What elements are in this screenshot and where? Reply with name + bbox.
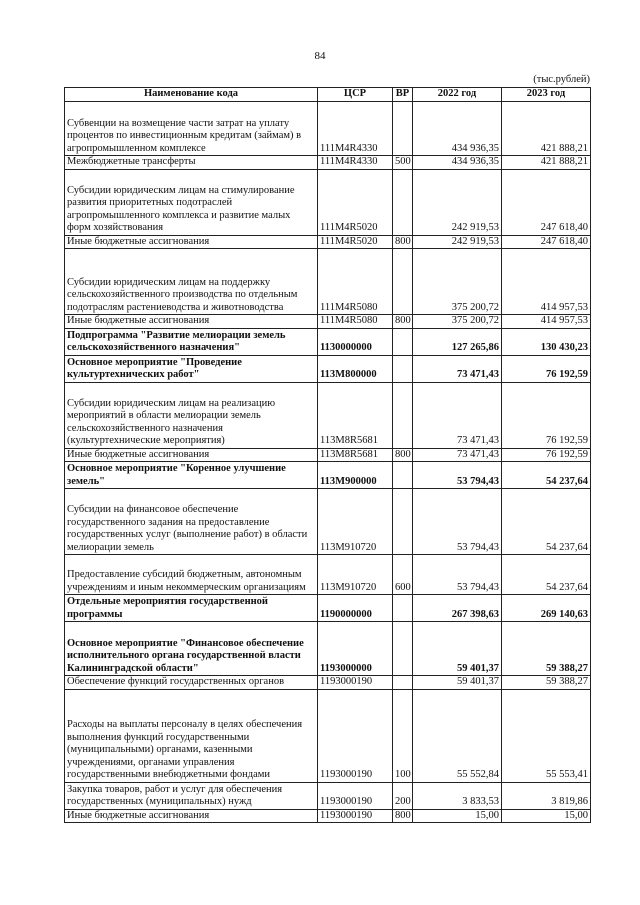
cell-name: Иные бюджетные ассигнования bbox=[65, 448, 318, 462]
cell-name: Закупка товаров, работ и услуг для обеспечения государственных (муниципальных) нужд bbox=[65, 782, 318, 809]
cell-csr: 1193000190 bbox=[318, 782, 393, 809]
table-row bbox=[65, 462, 591, 489]
cell-csr: 113M8R5681 bbox=[318, 448, 393, 462]
cell-csr: 111M4R4330 bbox=[318, 156, 393, 170]
cell-csr: 1193000190 bbox=[318, 676, 393, 690]
cell-csr: 1193000190 bbox=[318, 809, 393, 823]
table-row bbox=[65, 689, 591, 782]
table-row bbox=[65, 355, 591, 382]
cell-2023: 59 388,27 bbox=[502, 676, 591, 690]
cell-vr bbox=[393, 489, 413, 555]
cell-vr: 200 bbox=[393, 782, 413, 809]
cell-2023: 54 237,64 bbox=[502, 489, 591, 555]
cell-2023: 414 957,53 bbox=[502, 315, 591, 329]
table-row bbox=[65, 622, 591, 676]
cell-2023: 76 192,59 bbox=[502, 448, 591, 462]
cell-name: Расходы на выплаты персоналу в целях обеспечения выполнения функций государственными (муниципальными) органами, казенными учреждениями, органами управления государственными внебюджетными фондами bbox=[65, 689, 318, 782]
header-vr: ВР bbox=[393, 88, 413, 102]
cell-vr bbox=[393, 462, 413, 489]
cell-csr: 111M4R5020 bbox=[318, 169, 393, 235]
cell-vr: 800 bbox=[393, 235, 413, 249]
cell-2022: 53 794,43 bbox=[413, 489, 502, 555]
cell-csr: 113M910720 bbox=[318, 489, 393, 555]
cell-name: Иные бюджетные ассигнования bbox=[65, 809, 318, 823]
cell-vr bbox=[393, 595, 413, 622]
page-number: 84 bbox=[314, 50, 326, 62]
cell-2023: 247 618,40 bbox=[502, 169, 591, 235]
table-row bbox=[65, 448, 591, 462]
cell-2022: 434 936,35 bbox=[413, 102, 502, 156]
cell-vr: 100 bbox=[393, 689, 413, 782]
cell-vr: 800 bbox=[393, 315, 413, 329]
cell-2022: 53 794,43 bbox=[413, 462, 502, 489]
cell-vr bbox=[393, 622, 413, 676]
cell-2022: 73 471,43 bbox=[413, 355, 502, 382]
cell-2023: 247 618,40 bbox=[502, 235, 591, 249]
table-header-row bbox=[65, 88, 591, 102]
cell-2022: 59 401,37 bbox=[413, 622, 502, 676]
cell-2022: 127 265,86 bbox=[413, 328, 502, 355]
cell-2022: 242 919,53 bbox=[413, 169, 502, 235]
cell-2023: 55 553,41 bbox=[502, 689, 591, 782]
table-row bbox=[65, 249, 591, 315]
table-row bbox=[65, 489, 591, 555]
cell-name: Отдельные мероприятия государственной программы bbox=[65, 595, 318, 622]
table-row bbox=[65, 595, 591, 622]
header-2022: 2022 год bbox=[413, 88, 502, 102]
cell-csr: 113M910720 bbox=[318, 555, 393, 595]
cell-name: Субсидии юридическим лицам на поддержку сельскохозяйственного производства по отдельным подотраслям растениеводства и животноводства bbox=[65, 249, 318, 315]
cell-vr bbox=[393, 249, 413, 315]
cell-2023: 421 888,21 bbox=[502, 102, 591, 156]
table-row bbox=[65, 382, 591, 448]
table-row bbox=[65, 328, 591, 355]
cell-name: Субсидии на финансовое обеспечение государственного задания на предоставление государственных услуг (выполнение работ) в области мелиорации земель bbox=[65, 489, 318, 555]
table-row bbox=[65, 809, 591, 823]
cell-2022: 267 398,63 bbox=[413, 595, 502, 622]
cell-name: Основное мероприятие "Финансовое обеспечение исполнительного органа государственной власти Калининградской области" bbox=[65, 622, 318, 676]
cell-2023: 76 192,59 bbox=[502, 355, 591, 382]
table-row bbox=[65, 102, 591, 156]
cell-csr: 1193000190 bbox=[318, 689, 393, 782]
header-name: Наименование кода bbox=[65, 88, 318, 102]
budget-table bbox=[64, 87, 591, 823]
cell-2023: 54 237,64 bbox=[502, 555, 591, 595]
cell-name: Подпрограмма "Развитие мелиорации земель сельскохозяйственного назначения" bbox=[65, 328, 318, 355]
cell-csr: 113M800000 bbox=[318, 355, 393, 382]
cell-csr: 1130000000 bbox=[318, 328, 393, 355]
cell-csr: 111M4R5080 bbox=[318, 315, 393, 329]
cell-vr: 800 bbox=[393, 448, 413, 462]
cell-name: Иные бюджетные ассигнования bbox=[65, 235, 318, 249]
cell-name: Субсидии юридическим лицам на реализацию мероприятий в области мелиорации земель сельскохозяйственного назначения (культуртехнические мероприятия) bbox=[65, 382, 318, 448]
table-row bbox=[65, 169, 591, 235]
cell-vr bbox=[393, 382, 413, 448]
table-row bbox=[65, 156, 591, 170]
cell-name: Субсидии юридическим лицам на стимулирование развития приоритетных подотраслей агропромышленного комплекса и развитие малых форм хозяйствования bbox=[65, 169, 318, 235]
cell-2023: 15,00 bbox=[502, 809, 591, 823]
cell-2022: 375 200,72 bbox=[413, 315, 502, 329]
cell-2023: 269 140,63 bbox=[502, 595, 591, 622]
cell-2023: 54 237,64 bbox=[502, 462, 591, 489]
cell-name: Иные бюджетные ассигнования bbox=[65, 315, 318, 329]
cell-csr: 1193000000 bbox=[318, 622, 393, 676]
cell-2023: 421 888,21 bbox=[502, 156, 591, 170]
cell-name: Основное мероприятие "Коренное улучшение земель" bbox=[65, 462, 318, 489]
cell-vr bbox=[393, 169, 413, 235]
cell-2022: 73 471,43 bbox=[413, 448, 502, 462]
cell-name: Предоставление субсидий бюджетным, автономным учреждениям и иным некоммерческим организациям bbox=[65, 555, 318, 595]
cell-2023: 76 192,59 bbox=[502, 382, 591, 448]
cell-name: Межбюджетные трансферты bbox=[65, 156, 318, 170]
cell-vr bbox=[393, 102, 413, 156]
cell-2022: 53 794,43 bbox=[413, 555, 502, 595]
cell-2022: 242 919,53 bbox=[413, 235, 502, 249]
cell-2022: 55 552,84 bbox=[413, 689, 502, 782]
cell-csr: 1190000000 bbox=[318, 595, 393, 622]
cell-name: Основное мероприятие "Проведение культуртехнических работ" bbox=[65, 355, 318, 382]
cell-2022: 375 200,72 bbox=[413, 249, 502, 315]
table-row bbox=[65, 555, 591, 595]
units-label: (тыс.рублей) bbox=[533, 74, 590, 85]
header-2023: 2023 год bbox=[502, 88, 591, 102]
cell-name: Обеспечение функций государственных органов bbox=[65, 676, 318, 690]
cell-2022: 434 936,35 bbox=[413, 156, 502, 170]
cell-2022: 59 401,37 bbox=[413, 676, 502, 690]
table-body bbox=[65, 102, 591, 823]
cell-csr: 113M900000 bbox=[318, 462, 393, 489]
cell-2022: 15,00 bbox=[413, 809, 502, 823]
table-row bbox=[65, 782, 591, 809]
cell-vr bbox=[393, 355, 413, 382]
header-csr: ЦСР bbox=[318, 88, 393, 102]
cell-csr: 111M4R5080 bbox=[318, 249, 393, 315]
cell-vr: 600 bbox=[393, 555, 413, 595]
cell-vr: 800 bbox=[393, 809, 413, 823]
cell-vr: 500 bbox=[393, 156, 413, 170]
cell-2023: 414 957,53 bbox=[502, 249, 591, 315]
table-row bbox=[65, 315, 591, 329]
table-row bbox=[65, 676, 591, 690]
cell-vr bbox=[393, 676, 413, 690]
cell-name: Субвенции на возмещение части затрат на уплату процентов по инвестиционным кредитам (займам) в агропромышленном комплексе bbox=[65, 102, 318, 156]
cell-csr: 111M4R5020 bbox=[318, 235, 393, 249]
table-row bbox=[65, 235, 591, 249]
cell-vr bbox=[393, 328, 413, 355]
cell-2023: 59 388,27 bbox=[502, 622, 591, 676]
cell-csr: 113M8R5681 bbox=[318, 382, 393, 448]
cell-csr: 111M4R4330 bbox=[318, 102, 393, 156]
cell-2022: 3 833,53 bbox=[413, 782, 502, 809]
cell-2023: 130 430,23 bbox=[502, 328, 591, 355]
cell-2022: 73 471,43 bbox=[413, 382, 502, 448]
cell-2023: 3 819,86 bbox=[502, 782, 591, 809]
